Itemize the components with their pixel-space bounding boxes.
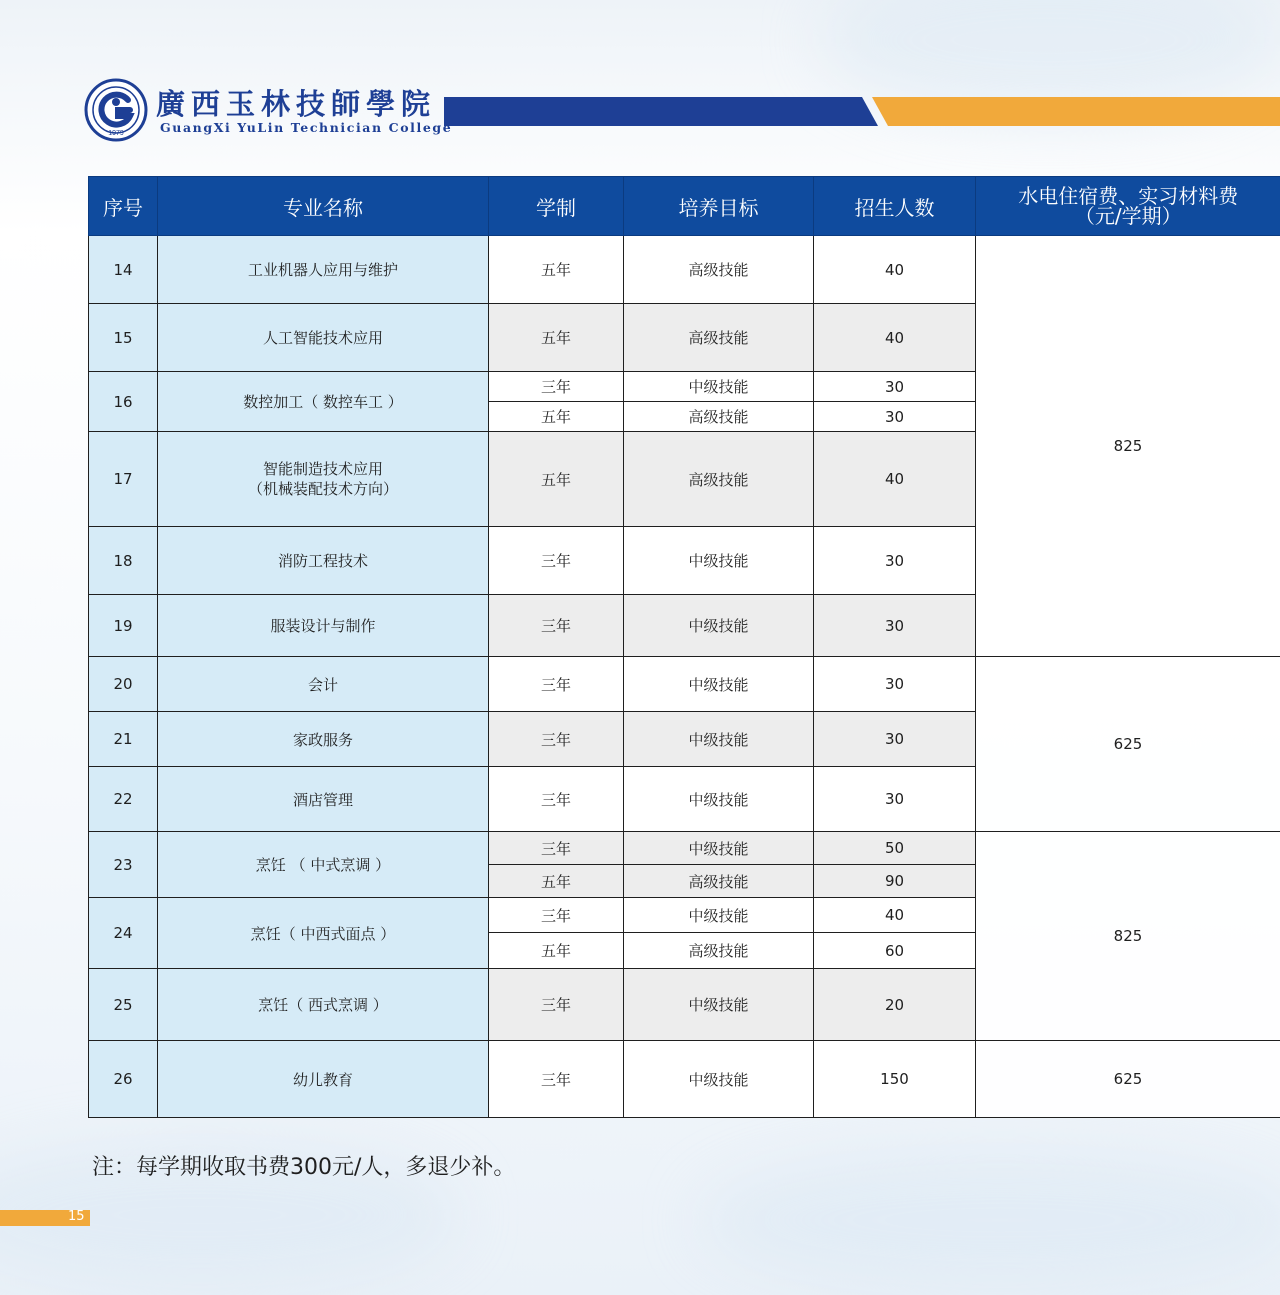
row-name-line2: （机械装配技术方向） [247, 480, 398, 498]
row-name: 幼儿教育 [158, 1041, 489, 1118]
row-no: 19 [89, 595, 158, 657]
row-no: 23 [89, 832, 158, 898]
table-row [89, 1041, 1280, 1118]
row-duration: 三年 [489, 595, 624, 657]
row-name: 烹饪（ 西式烹调 ） [158, 969, 489, 1041]
row-duration: 三年 [489, 657, 624, 712]
college-logo-icon [84, 78, 148, 142]
row-goal: 高级技能 [624, 304, 814, 372]
row-duration: 三年 [489, 712, 624, 767]
row-no: 17 [89, 432, 158, 527]
table-header-row [89, 177, 1280, 236]
row-no: 21 [89, 712, 158, 767]
row-goal: 中级技能 [624, 657, 814, 712]
row-goal: 高级技能 [624, 933, 814, 969]
background-cloud [700, 1150, 1280, 1290]
row-enroll: 30 [814, 527, 976, 595]
row-duration: 三年 [489, 832, 624, 865]
row-goal: 高级技能 [624, 865, 814, 898]
row-duration: 三年 [489, 1041, 624, 1118]
row-duration: 三年 [489, 527, 624, 595]
row-goal: 中级技能 [624, 712, 814, 767]
row-duration: 五年 [489, 432, 624, 527]
fee-cell: 625 [976, 657, 1280, 832]
fee-cell: 825 [976, 832, 1280, 1041]
row-duration: 三年 [489, 767, 624, 832]
row-duration: 五年 [489, 236, 624, 304]
row-no: 22 [89, 767, 158, 832]
header-fee [976, 177, 1280, 236]
row-name [158, 432, 489, 527]
row-name: 数控加工（ 数控车工 ） [158, 372, 489, 432]
row-goal: 中级技能 [624, 372, 814, 402]
row-goal: 中级技能 [624, 969, 814, 1041]
row-duration: 五年 [489, 933, 624, 969]
row-no: 15 [89, 304, 158, 372]
row-enroll: 30 [814, 372, 976, 402]
row-name: 会计 [158, 657, 489, 712]
row-duration: 三年 [489, 969, 624, 1041]
row-no: 16 [89, 372, 158, 432]
row-duration: 三年 [489, 898, 624, 933]
row-enroll: 40 [814, 304, 976, 372]
row-duration: 五年 [489, 865, 624, 898]
row-no: 25 [89, 969, 158, 1041]
row-goal: 中级技能 [624, 898, 814, 933]
row-enroll: 60 [814, 933, 976, 969]
row-name: 烹饪 （ 中式烹调 ） [158, 832, 489, 898]
table-row [89, 657, 1280, 712]
header-goal: 培养目标 [624, 177, 814, 236]
header-fee-line1: 水电住宿费、实习材料费 [1018, 184, 1239, 208]
row-duration: 三年 [489, 372, 624, 402]
college-name-cn: 廣西玉林技師學院 [156, 87, 437, 121]
row-name: 酒店管理 [158, 767, 489, 832]
row-name: 家政服务 [158, 712, 489, 767]
row-no: 24 [89, 898, 158, 969]
row-goal: 中级技能 [624, 1041, 814, 1118]
row-goal: 中级技能 [624, 832, 814, 865]
header-fee-line2: （元/学期） [1074, 204, 1182, 228]
row-goal: 中级技能 [624, 767, 814, 832]
row-enroll: 40 [814, 898, 976, 933]
row-enroll: 40 [814, 236, 976, 304]
row-goal: 高级技能 [624, 236, 814, 304]
header-no: 序号 [89, 177, 158, 236]
row-enroll: 90 [814, 865, 976, 898]
fee-cell: 625 [976, 1041, 1280, 1118]
row-enroll: 20 [814, 969, 976, 1041]
row-goal: 中级技能 [624, 595, 814, 657]
row-no: 26 [89, 1041, 158, 1118]
row-enroll: 40 [814, 432, 976, 527]
table-row [89, 832, 1280, 865]
college-name-en: GuangXi YuLin Technician College [160, 120, 453, 135]
row-no: 20 [89, 657, 158, 712]
row-enroll: 150 [814, 1041, 976, 1118]
footnote: 注：每学期收取书费300元/人，多退少补。 [92, 1155, 516, 1180]
row-name-line1: 智能制造技术应用 [262, 460, 383, 478]
row-name: 烹饪（ 中西式面点 ） [158, 898, 489, 969]
row-no: 18 [89, 527, 158, 595]
row-enroll: 30 [814, 402, 976, 432]
row-enroll: 30 [814, 595, 976, 657]
header-duration: 学制 [489, 177, 624, 236]
row-duration: 五年 [489, 402, 624, 432]
header-name: 专业名称 [158, 177, 489, 236]
page-number: 15 [68, 1209, 85, 1224]
row-enroll: 30 [814, 657, 976, 712]
row-enroll: 30 [814, 767, 976, 832]
fee-cell: 825 [976, 236, 1280, 657]
row-no: 14 [89, 236, 158, 304]
table-row [89, 236, 1280, 304]
row-enroll: 30 [814, 712, 976, 767]
row-name: 工业机器人应用与维护 [158, 236, 489, 304]
row-name: 人工智能技术应用 [158, 304, 489, 372]
logo-year: 1979 [108, 130, 124, 137]
row-duration: 五年 [489, 304, 624, 372]
row-enroll: 50 [814, 832, 976, 865]
row-goal: 高级技能 [624, 432, 814, 527]
enrollment-fee-table [88, 176, 1280, 1118]
row-goal: 中级技能 [624, 527, 814, 595]
row-name: 服装设计与制作 [158, 595, 489, 657]
row-goal: 高级技能 [624, 402, 814, 432]
row-name: 消防工程技术 [158, 527, 489, 595]
header-enroll: 招生人数 [814, 177, 976, 236]
